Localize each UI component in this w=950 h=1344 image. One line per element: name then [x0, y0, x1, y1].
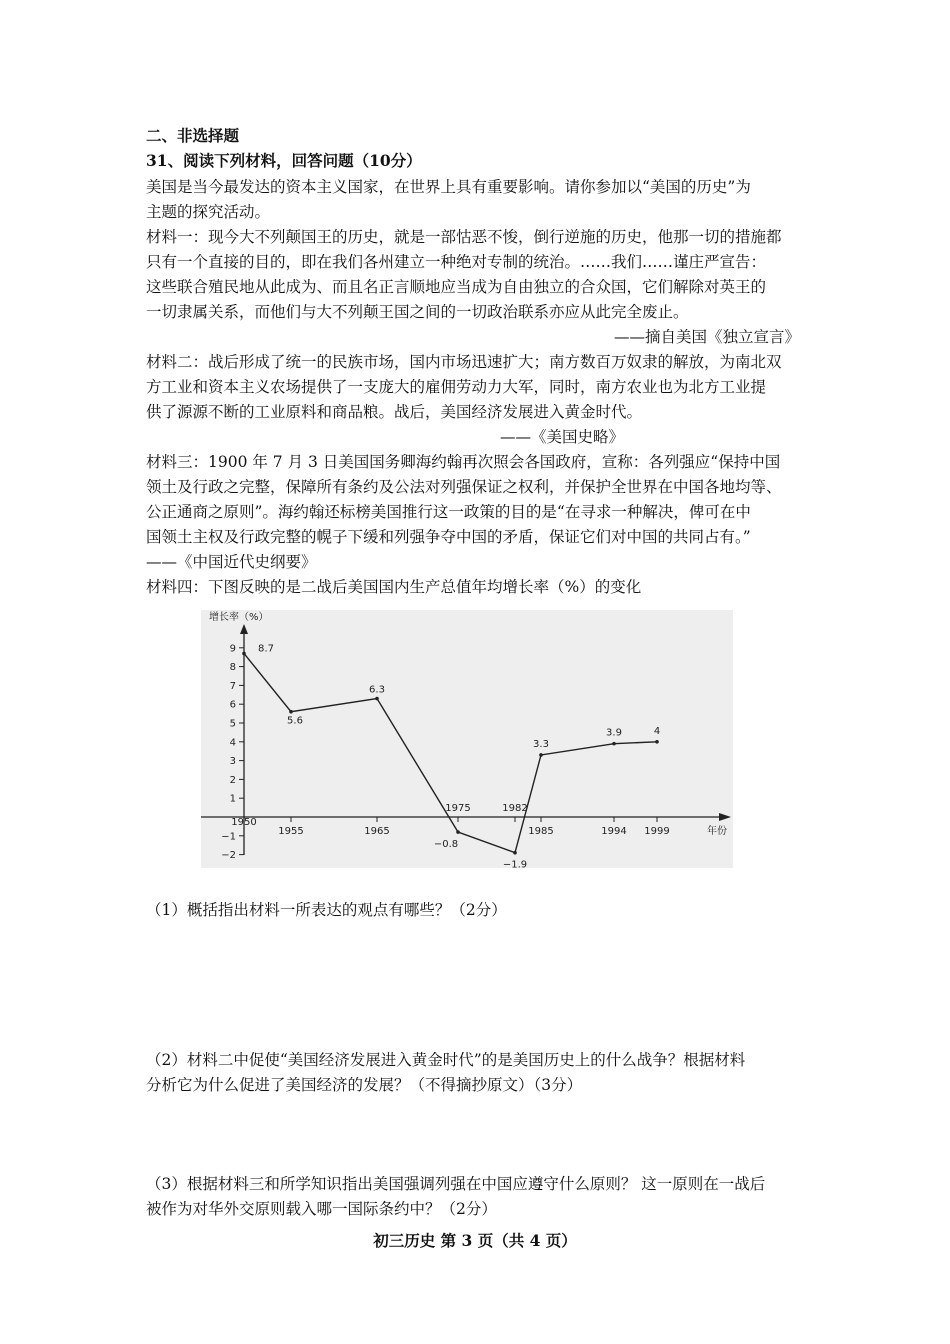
y-tick-label: 2 — [229, 774, 236, 786]
data-point — [375, 697, 379, 701]
material4-caption: 材料四：下图反映的是二战后美国国内生产总值年均增长率（%）的变化 — [146, 578, 642, 596]
data-point — [289, 710, 293, 714]
gdp-growth-chart — [201, 610, 733, 868]
material2-source: ——《美国史略》 — [500, 428, 625, 446]
question-3-line: 被作为对华外交原则载入哪一国际条约中？（2分） — [146, 1200, 497, 1218]
question-2-line: 分析它为什么促进了美国经济的发展？（不得摘抄原文）（3分） — [146, 1076, 583, 1094]
data-label: 4 — [653, 725, 661, 737]
material1-source: ——摘自美国《独立宣言》 — [613, 328, 800, 346]
data-point — [513, 851, 517, 855]
y-tick-label: 6 — [229, 699, 236, 711]
question-title: 31、阅读下列材料，回答问题（10分） — [146, 151, 422, 170]
y-tick-label: 9 — [229, 643, 236, 655]
y-tick-label: 3 — [229, 756, 236, 768]
data-label: 6.3 — [369, 684, 385, 696]
series-line — [244, 653, 657, 852]
material1-line: 这些联合殖民地从此成为、而且名正言顺地应当成为自由独立的合众国，它们解除对英王的 — [146, 278, 767, 296]
data-label: −1.9 — [502, 859, 528, 868]
material1-line: 只有一个直接的目的，即在我们各州建立一种绝对专制的统治。……我们……谨庄严宣告： — [146, 253, 767, 271]
x-tick-label: 1975 — [445, 803, 471, 814]
y-tick-label: 1 — [229, 793, 236, 805]
y-axis-title: 增长率（%） — [209, 612, 269, 623]
x-tick-label: 1955 — [278, 826, 304, 837]
intro-line: 美国是当今最发达的资本主义国家，在世界上具有重要影响。请你参加以“美国的历史”为 — [146, 178, 751, 196]
intro-line: 主题的探究活动。 — [146, 203, 271, 221]
data-label: 3.9 — [606, 727, 622, 739]
x-tick-label: 1994 — [601, 826, 627, 837]
y-tick-label: −1 — [221, 831, 236, 843]
y-tick-label: 5 — [229, 718, 236, 730]
material3-line: 公正通商之原则”。海约翰还标榜美国推行这一政策的目的是“在寻求一种解决，俾可在中 — [146, 503, 751, 521]
data-label: 8.7 — [258, 643, 274, 655]
x-tick-label: 1999 — [644, 826, 670, 837]
x-tick-label: 1965 — [364, 826, 390, 837]
x-tick-label: 1982 — [502, 803, 528, 814]
x-axis-arrow — [719, 813, 731, 821]
material3-source: ——《中国近代史纲要》 — [146, 553, 317, 571]
data-point — [242, 652, 246, 656]
x-tick-label: 1950 — [231, 817, 257, 828]
material2-line: 供了源源不断的工业原料和商品粮。战后，美国经济发展进入黄金时代。 — [146, 403, 643, 421]
question-1: （1）概括指出材料一所表达的观点有哪些？（2分） — [146, 901, 507, 919]
y-tick-label: 4 — [229, 737, 236, 749]
data-point — [456, 830, 460, 834]
data-point — [655, 740, 659, 744]
question-2-line: （2）材料二中促使“美国经济发展进入黄金时代”的是美国历史上的什么战争？根据材料 — [146, 1051, 746, 1069]
material3-line: 领土及行政之完整，保障所有条约及公法对列强保证之权利，并保护全世界在中国各地均等、 — [146, 478, 782, 496]
question-3-line: （3）根据材料三和所学知识指出美国强调列强在中国应遵守什么原则？ 这一原则在一战后 — [146, 1175, 766, 1193]
y-axis-arrow — [240, 624, 248, 634]
y-tick-label: 8 — [229, 662, 236, 674]
y-tick-label: −2 — [221, 850, 236, 862]
data-label: −0.8 — [433, 839, 459, 851]
material3-line: 国领土主权及行政完整的幌子下缓和列强争夺中国的矛盾，保证它们对中国的共同占有。” — [146, 528, 751, 546]
data-point — [539, 753, 543, 757]
page-footer: 初三历史 第 3 页（共 4 页） — [373, 1231, 577, 1250]
x-tick-label: 1985 — [528, 826, 554, 837]
chart-svg — [201, 610, 733, 868]
data-point — [612, 742, 616, 746]
material2-line: 方工业和资本主义农场提供了一支庞大的雇佣劳动力大军，同时，南方农业也为北方工业提 — [146, 378, 767, 396]
section-title: 二、非选择题 — [146, 126, 240, 145]
data-label: 3.3 — [533, 738, 549, 750]
data-label: 5.6 — [287, 715, 303, 727]
x-axis-title: 年份 — [707, 826, 727, 837]
material1-line: 材料一：现今大不列颠国王的历史，就是一部怙恶不悛，倒行逆施的历史，他那一切的措施都 — [146, 228, 782, 246]
material2-line: 材料二：战后形成了统一的民族市场，国内市场迅速扩大；南方数百万奴隶的解放，为南北双 — [146, 353, 782, 371]
material1-line: 一切隶属关系，而他们与大不列颠王国之间的一切政治联系亦应从此完全废止。 — [146, 303, 689, 321]
y-tick-label: 7 — [229, 680, 236, 692]
material3-line: 材料三：1900 年 7 月 3 日美国国务卿海约翰再次照会各国政府，宣称：各列强应“保持中国 — [146, 453, 781, 471]
